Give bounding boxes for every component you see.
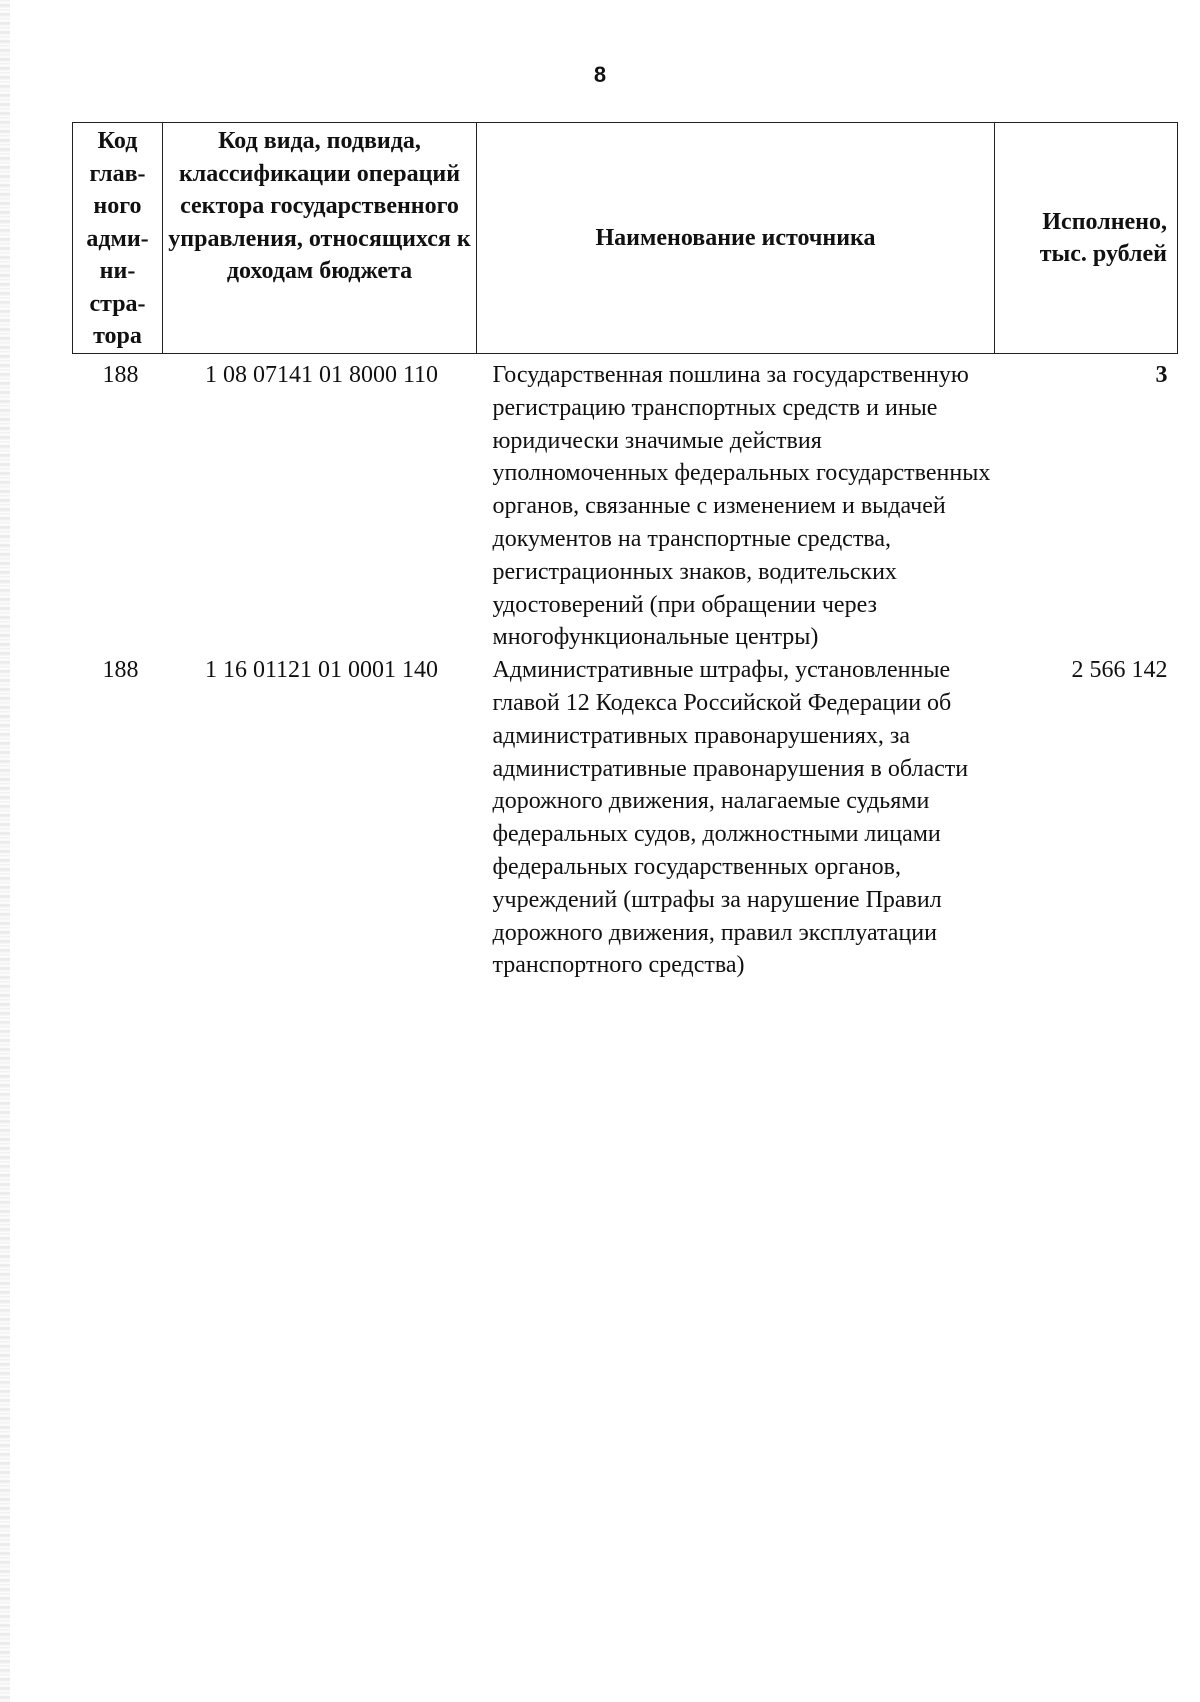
source-name-cell: Административные штрафы, установленные главой 12 Кодекса Российской Федерации об административных правонарушениях, за административные правонарушения в области дорожного движения, налагаемые судьями федеральных судов, должностными лицами федеральных государственных органов, учреждений (штрафы за нарушение Правил дорожного движения, правил эксплуатации транспортного средства) [492,657,969,979]
scan-edge-artifact [0,0,10,1702]
table-row [73,654,1178,982]
executed-amount-cell: 2 566 142 [1071,657,1168,684]
header-executed: Исполнено, тыс. рублей [995,123,1178,354]
source-name-cell: Государственная пошлина за государственную регистрацию транспортных средств и иные юридически значимые действия уполномоченных федеральных государственных органов, связанные с изменением и выдачей документов на транспортные средства, регистрационных знаков, водительских удостоверений (при обращении через многофункциональные центры) [492,362,991,651]
executed-amount-cell: 3 [1155,362,1168,388]
table-header-row [73,123,1178,354]
header-source-name: Наименование источника [477,123,995,354]
admin-code-cell: 188 [102,657,139,684]
budget-code-cell: 1 16 01121 01 0001 140 [204,657,439,684]
admin-code-cell: 188 [102,362,139,388]
header-admin-code: Код глав-ного адми-ни-стра-тора [73,123,163,354]
table-row [73,354,1178,655]
page-number: 8 [593,62,607,87]
header-budget-code: Код вида, подвида, классификации операций сектора государственного управления, относящихся к доходам бюджета [163,123,477,354]
budget-code-cell: 1 08 07141 01 8000 110 [204,362,439,388]
revenue-table [72,122,1178,982]
